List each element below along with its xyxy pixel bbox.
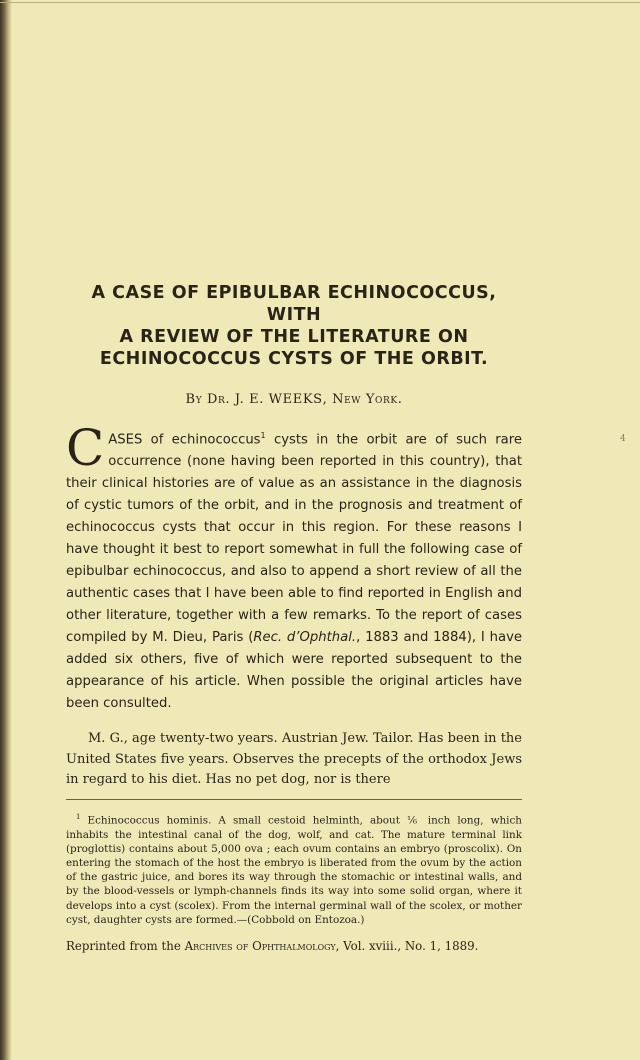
title-line-3: ECHINOCOCCUS CYSTS OF THE ORBIT. [99, 349, 489, 369]
intro-paragraph [66, 419, 522, 715]
author-place: , New York. [322, 392, 403, 407]
author-name: WEEKS [268, 392, 323, 407]
article-title [66, 282, 522, 370]
author-byline [66, 392, 522, 407]
footnote-marker: 1 [76, 812, 81, 821]
reprint-prefix: Reprinted from the [66, 938, 185, 953]
reprint-suffix: , Vol. xviii., No. 1, 1889. [335, 938, 479, 953]
intro-text-b: cysts in the orbit are of such rare occurrence (none having been reported in this country), that their clinical histories are of value as an assistance in the diagnosis of cystic tumors of the orbit, and in the prognosis and treatment of echinococcus cysts that occur in this region. For these reasons I have thought it best to report somewhat in full the following case of epibulbar echinococcus, and also to append a short review of all the authentic cases that I have been able to find reported in English and other literature, together with a few remarks. To the report of cases compiled by M. Dieu, Paris ( [66, 432, 522, 646]
footnote-text-b: inch long, which inhabits the intestinal canal of the dog, wolf, and cat. The mature terminal link (proglottis) contains about 5,000 ova ; each ovum contains an embryo (proscolix). On entering the stomach of the host the embryo is liberated from the ovum by the action of the gastric juice, and bores its way through the stomachic or intestinal walls, and by the blood-vessels or lymph-channels finds its way into some solid organ, where it develops into a cyst (scolex). From the internal germinal wall of the scolex, or mother cyst, daughter cysts are formed.—(Cobbold on Entozoa.) [66, 814, 522, 926]
first-word: ASES [108, 432, 143, 448]
page-top-edge [0, 2, 640, 3]
article-page [66, 282, 522, 953]
footnote-divider [66, 799, 522, 800]
drop-cap: C [66, 419, 105, 477]
footnote [66, 810, 522, 927]
byline-prefix: By Dr. J. E. [185, 392, 269, 407]
case-paragraph: M. G., age twenty-two years. Austrian Jew. Tailor. Has been in the United States five years. Observes the precepts of the orthodox Jews in regard to his diet. Has no pet dog, nor is there [66, 731, 522, 788]
footnote-text-a: Echinococcus hominis. A small cestoid helminth, about [80, 814, 407, 827]
title-line-1: A CASE OF EPIBULBAR ECHINOCOCCUS, WITH [91, 283, 497, 325]
title-line-2: A REVIEW OF THE LITERATURE ON [119, 327, 469, 347]
reprint-journal: Archives of Ophthalmology [184, 938, 336, 953]
journal-citation: Rec. d’Ophthal. [253, 630, 357, 646]
book-spine-edge [0, 0, 12, 1060]
footnote-fraction: ⅙ [406, 814, 421, 827]
intro-text-c: , 1883 and 1884), I have added six others, five of which were reported subsequent to the appearance of his article. When possible the original articles have been consulted. [66, 630, 522, 712]
footnote-reference[interactable]: 1 [260, 431, 266, 440]
margin-mark: 4 [620, 434, 626, 444]
intro-text-a: of echinococcus [142, 432, 261, 448]
reprint-notice [66, 939, 522, 953]
